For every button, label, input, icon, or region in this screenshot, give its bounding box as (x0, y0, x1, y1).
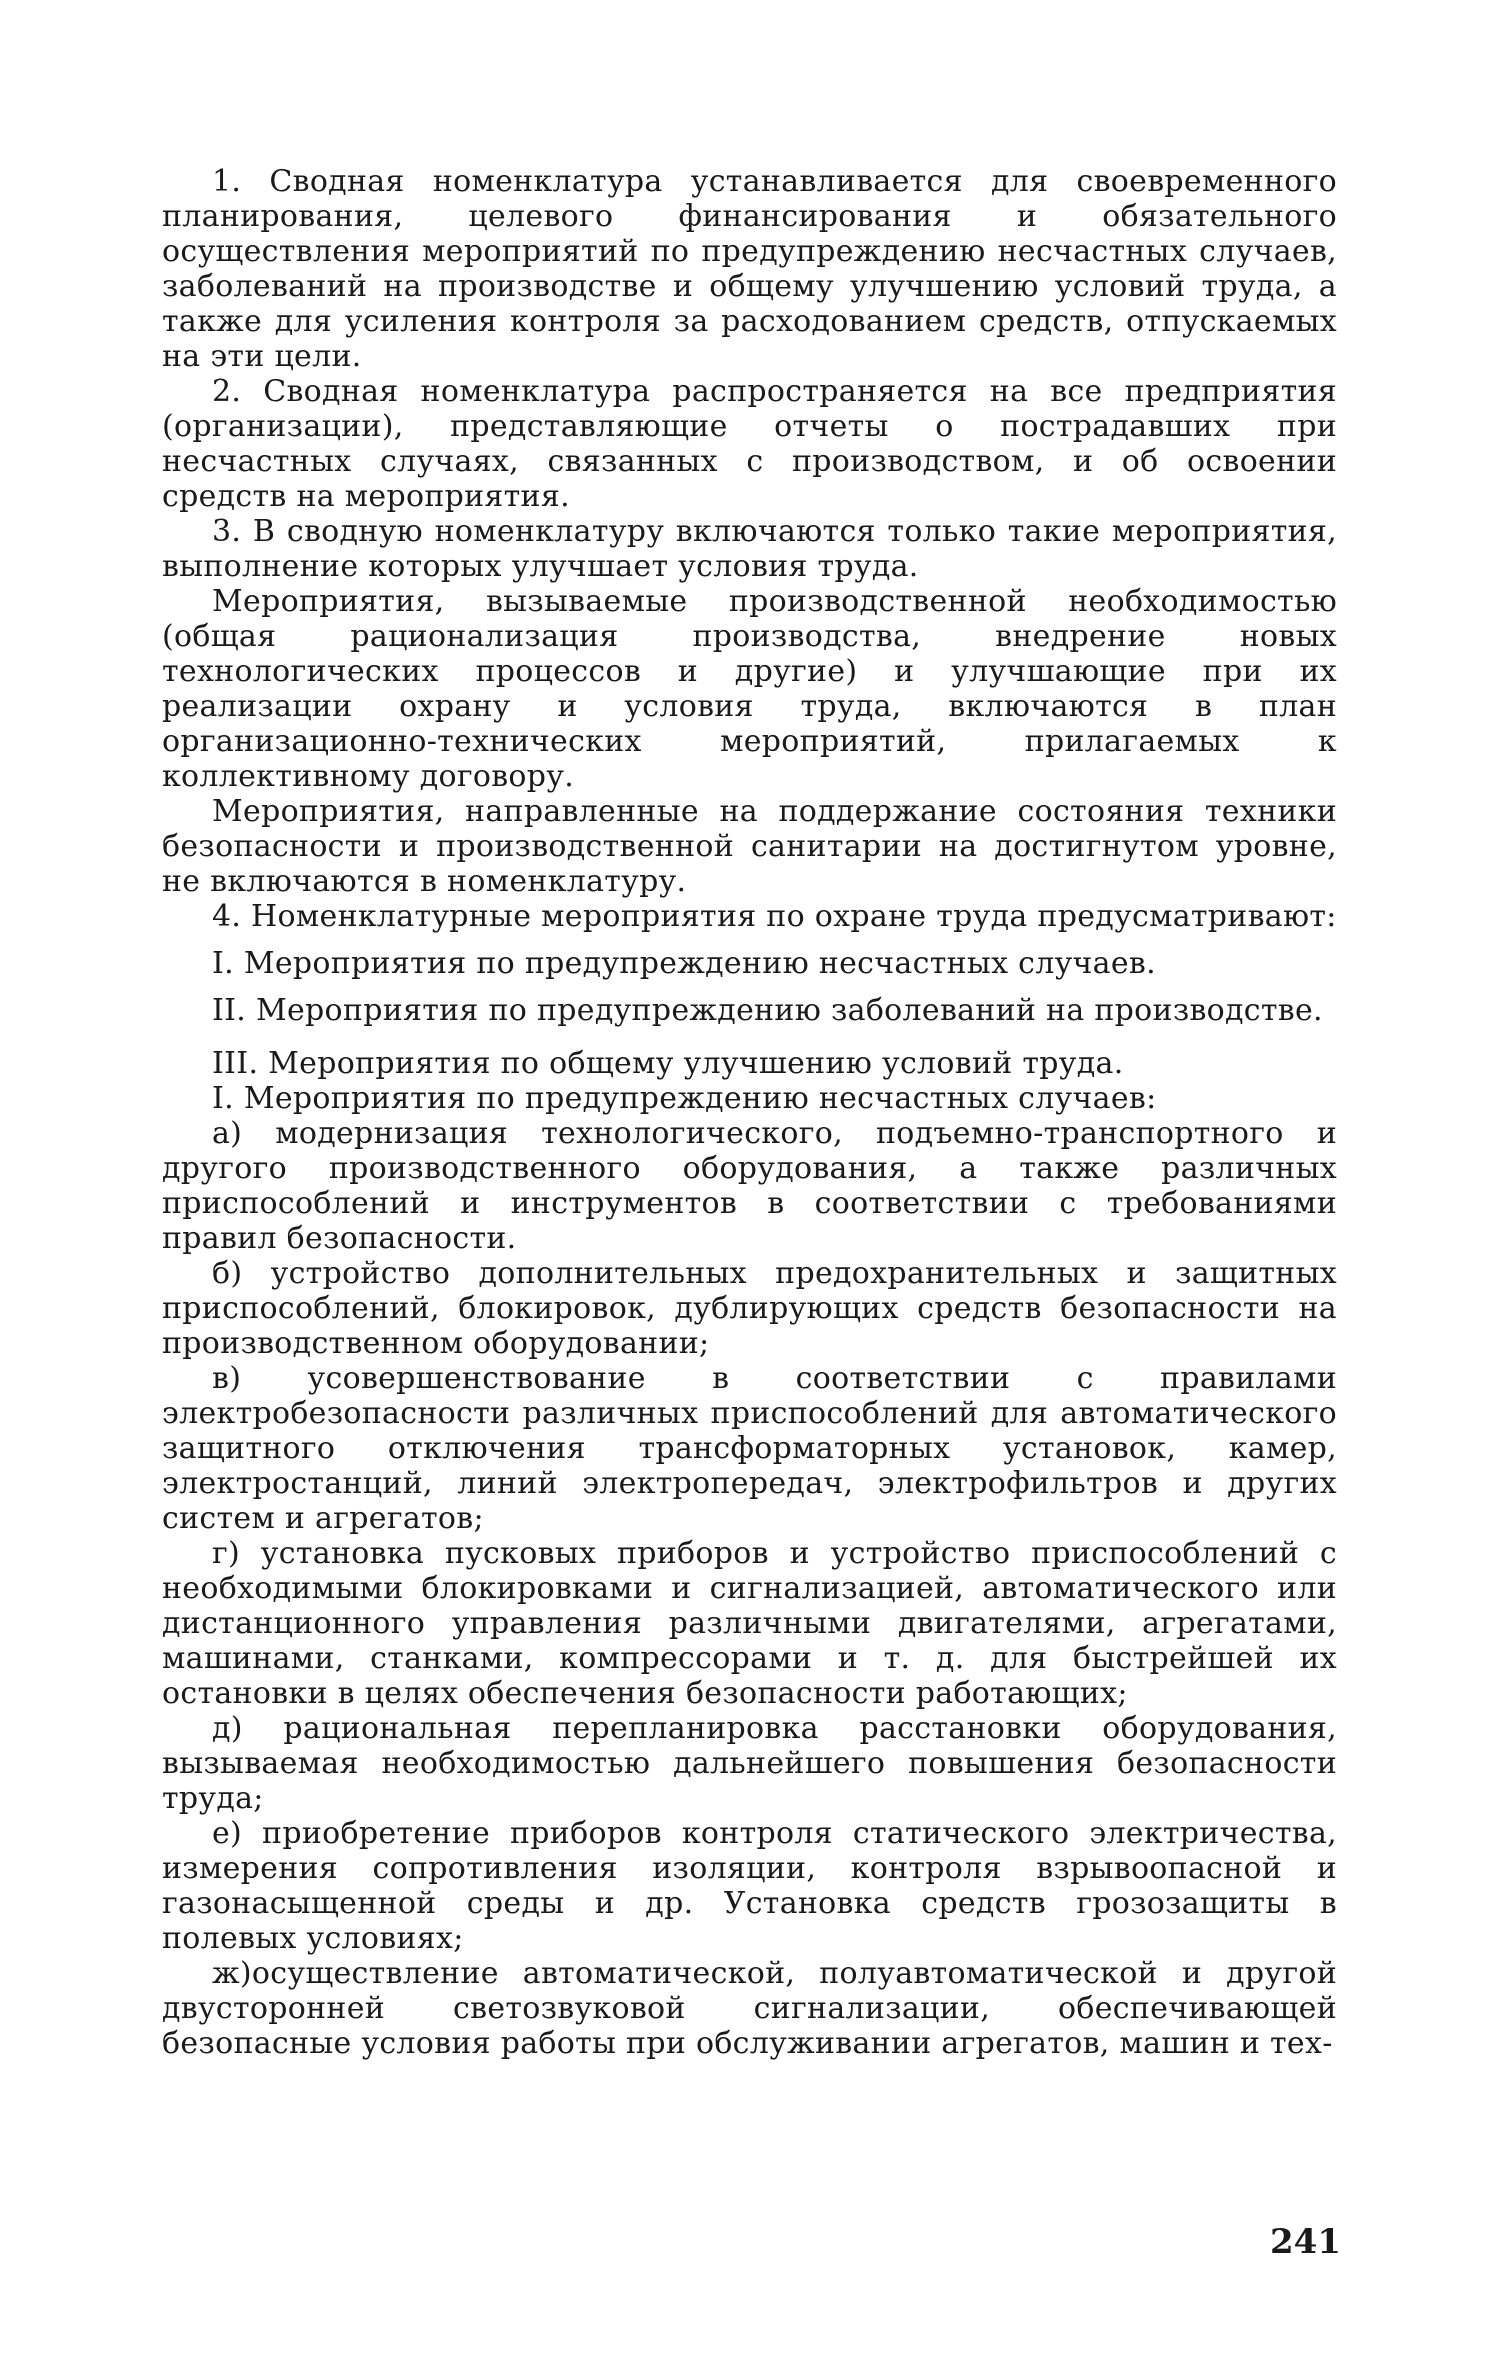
paragraph-6: 4. Номенклатурные мероприятия по охране труда предусматривают: (212, 899, 1337, 934)
list-item-d: д) рациональная перепланировка расстановки оборудования, вызываемая необходимостью дальнейшего повышения безопасности труда; (162, 1711, 1337, 1816)
list-item-b: б) устройство дополнительных предохранительных и защитных приспособлений, блокировок, дублирующих средств безопасности на производственном оборудовании; (162, 1256, 1337, 1361)
section-heading-2: II. Мероприятия по предупреждению заболеваний на производстве. (212, 993, 1323, 1028)
list-item-v: в) усовершенствование в соответствии с правилами электробезопасности различных приспособлений для автоматического защитного отключения трансформаторных установок, камер, электростанций, линий электропередач, электрофильтров и других систем и агрегатов; (162, 1361, 1337, 1536)
list-item-a: а) модернизация технологического, подъемно-транспортного и другого производственного оборудования, а также различных приспособлений и инструментов в соответствии с требованиями правил безопасности. (162, 1116, 1337, 1256)
section-heading-1: I. Мероприятия по предупреждению несчастных случаев. (212, 946, 1156, 981)
section-intro: I. Мероприятия по предупреждению несчастных случаев: (212, 1081, 1157, 1116)
list-item-zh: ж)осуществление автоматической, полуавтоматической и другой двусторонней светозвуковой сигнализации, обеспечивающей безопасные условия работы при обслуживании агрегатов, машин и тех- (162, 1956, 1337, 2061)
paragraph-3: 3. В сводную номенклатуру включаются только такие мероприятия, выполнение которых улучшает условия труда. (162, 514, 1337, 584)
page-number: 241 (1270, 2222, 1341, 2262)
document-body (162, 164, 1337, 2061)
paragraph-2: 2. Сводная номенклатура распространяется на все предприятия (организации), представляющие отчеты о пострадавших при несчастных случаях, связанных с производством, и об освоении средств на мероприятия. (162, 374, 1337, 514)
list-item-g: г) установка пусковых приборов и устройство приспособлений с необходимыми блокировками и сигнализацией, автоматического или дистанционного управления различными двигателями, агрегатами, машинами, станками, компрессорами и т. д. для быстрейшей их остановки в целях обеспечения безопасности работающих; (162, 1536, 1337, 1711)
section-heading-3: III. Мероприятия по общему улучшению условий труда. (212, 1046, 1124, 1081)
paragraph-5: Мероприятия, направленные на поддержание состояния техники безопасности и производственной санитарии на достигнутом уровне, не включаются в номенклатуру. (162, 794, 1337, 899)
paragraph-4: Мероприятия, вызываемые производственной необходимостью (общая рационализация производства, внедрение новых технологических процессов и другие) и улучшающие при их реализации охрану и условия труда, включаются в план организационно-технических мероприятий, прилагаемых к коллективному договору. (162, 584, 1337, 794)
list-item-e: е) приобретение приборов контроля статического электричества, измерения сопротивления изоляции, контроля взрывоопасной и газонасыщенной среды и др. Установка средств грозозащиты в полевых условиях; (162, 1816, 1337, 1956)
paragraph-1: 1. Сводная номенклатура устанавливается для своевременного планирования, целевого финансирования и обязательного осуществления мероприятий по предупреждению несчастных случаев, заболеваний на производстве и общему улучшению условий труда, а также для усиления контроля за расходованием средств, отпускаемых на эти цели. (162, 164, 1337, 374)
